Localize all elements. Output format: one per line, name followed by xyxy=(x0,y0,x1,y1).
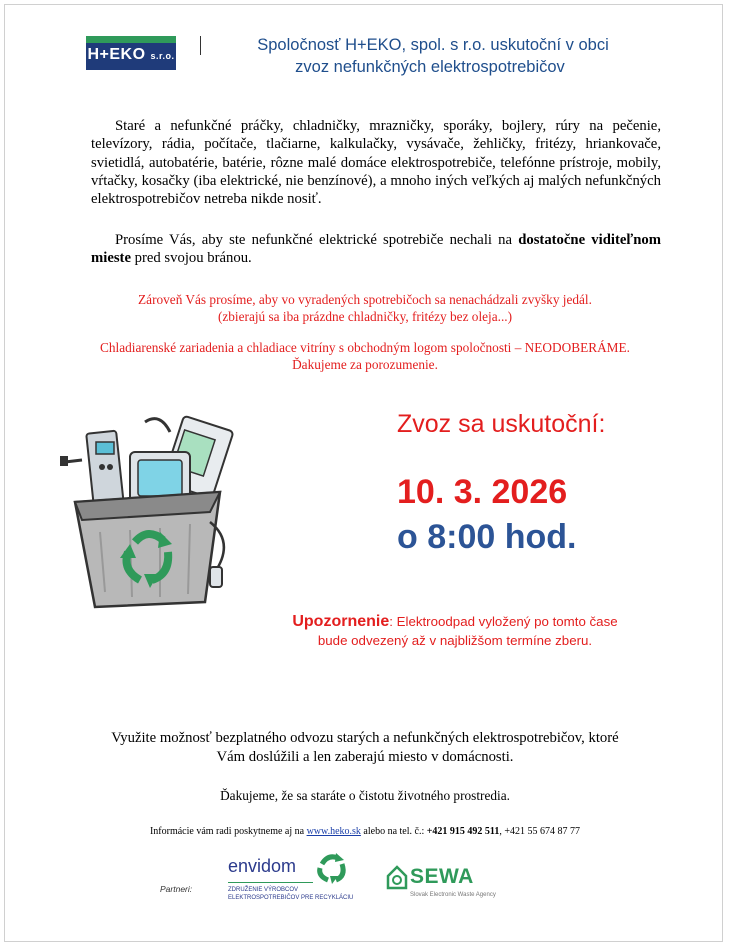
envidom-name: envidom xyxy=(228,856,297,876)
logo-stripe xyxy=(86,36,176,43)
envidom-divider xyxy=(228,882,313,883)
recycle-bin-illustration xyxy=(60,412,235,612)
warning-label: Upozornenie xyxy=(292,613,390,630)
collection-heading: Zvoz sa uskutoční: xyxy=(397,410,606,438)
sewa-logo xyxy=(386,862,496,907)
sewa-house-icon xyxy=(386,864,408,890)
collection-date: 10. 3. 2026 xyxy=(397,473,568,511)
notice-food: Zároveň Vás prosíme, aby vo vyradených spotrebičoch sa nenachádzali zvyšky jedál. (zbierajú sa iba prázdne chladničky, fritézy bez oleja...) xyxy=(138,292,592,324)
website-link[interactable]: www.heko.sk xyxy=(306,826,361,837)
bold-location: dostatočne viditeľnom mieste xyxy=(91,232,661,267)
collection-time: o 8:00 hod. xyxy=(397,518,577,556)
heko-logo xyxy=(86,36,176,70)
paragraph-free-pickup: Využite možnosť bezplatného odvozu starých a nefunkčných elektrospotrebičov, ktoré Vám doslúžili a len zaberajú miesto v domácnosti. xyxy=(111,730,619,765)
notice-refrigeration: Chladiarenské zariadenia a chladiace vitríny s obchodným logom spoločnosti – NEODOBERÁME. Ďakujeme za porozumenie. xyxy=(100,340,630,372)
envidom-logo xyxy=(228,850,358,910)
envidom-recycle-icon xyxy=(314,850,350,886)
sewa-name: SEWA xyxy=(410,865,474,888)
envidom-subtitle: ZDRUŽENIE VÝROBCOV ELEKTROSPOTREBIČOV PRE RECYKLÁCIU xyxy=(228,887,354,901)
contact-info: Informácie vám radi poskytneme aj na www.heko.sk alebo na tel. č.: +421 915 492 511, +421 55 674 87 77 xyxy=(149,826,581,837)
sewa-subtitle: Slovak Electronic Waste Agency xyxy=(410,892,496,898)
partners-label: Partneri: xyxy=(160,884,193,894)
header-line-2: zvoz nefunkčných elektrospotrebičov xyxy=(295,58,565,76)
logo-text: H+EKO s.r.o. xyxy=(87,46,175,63)
header-line-1: Spoločnosť H+EKO, spol. s r.o. uskutoční v obci xyxy=(200,36,663,55)
warning-block: Upozornenie: Elektroodpad vyložený po tomto čase bude odvezený až v najbližšom termíne zberu. xyxy=(292,613,618,648)
paragraph-appliances: Staré a nefunkčné práčky, chladničky, mrazničky, sporáky, bojlery, rúry na pečenie, televízory, rádia, počítače, tlačiarne, kalkulačky, vysávače, žehličky, fritézy, hriankovače, svietidlá, autobatérie, batérie, rôzne malé domáce elektrospotrebiče, telefónne prístroje, mobily, vŕtačky, kosačky (iba elektrické, nie benzínové), a mnoho iných veľkých aj malých nefunkčných elektrospotrebičov netreba nikde nosiť. xyxy=(91,118,661,208)
paragraph-request: Prosíme Vás, aby ste nefunkčné elektrické spotrebiče nechali na dostatočne viditeľnom mieste pred svojou bránou. xyxy=(91,232,661,267)
phone-primary: +421 915 492 511 xyxy=(426,826,500,837)
paragraph-thanks: Ďakujeme, že sa staráte o čistotu životného prostredia. xyxy=(220,788,510,803)
